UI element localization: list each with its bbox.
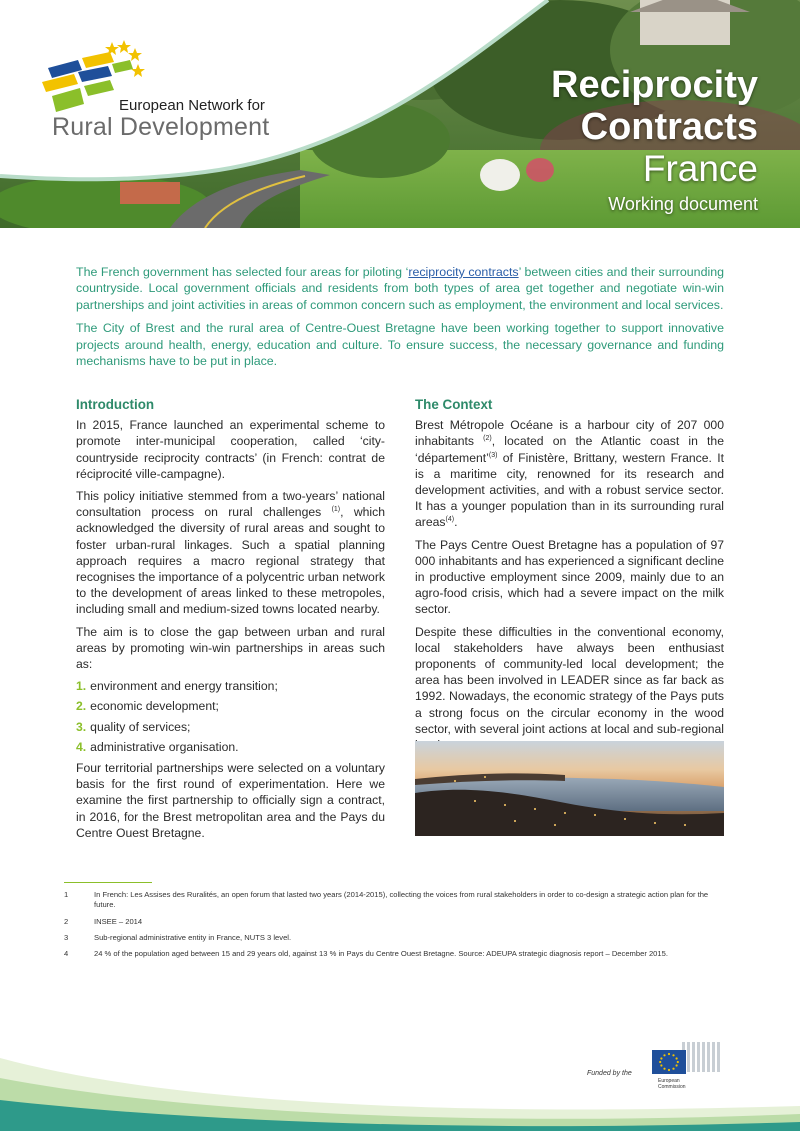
list-item <box>76 739 385 755</box>
footnote-text: 24 % of the population aged between 15 and 29 years old, against 13 % in Pays du Centre Ouest Bretagne. Source: ADEUPA strategic diagnosis report – December 2015. <box>94 949 668 959</box>
list-number: 4. <box>76 739 87 754</box>
introduction-paragraph-1: In 2015, France launched an experimental scheme to promote inter-municipal cooperation, called ‘city-countryside reciprocity contracts’ (in French: contrat de réciprocité ville-campagne). <box>76 418 385 481</box>
european-commission-logo <box>640 1040 724 1094</box>
title-line2: Contracts <box>580 106 758 148</box>
introduction-section <box>76 397 385 847</box>
intro-p1-end: ’ between cities and their surrounding countryside. Local government officials and residents from both types of area get together and negotiate win-win partnerships and joint activities in areas of common concern such as employment, the environment and local services. <box>76 265 724 312</box>
footnote-ref-1[interactable]: (1) <box>331 506 341 514</box>
context-paragraph-1 <box>415 417 724 530</box>
footnote-ref-2[interactable]: (2) <box>483 435 492 443</box>
partnership-areas-list <box>76 678 385 755</box>
context-heading: The Context <box>415 397 493 412</box>
org-name-line2: Rural Development <box>52 113 270 141</box>
context-p1-a: Brest Métropole Océane is a harbour city of 207 000 inhabitants <box>415 418 724 449</box>
footnote-divider <box>64 882 152 883</box>
footnote-item <box>64 890 714 911</box>
introduction-paragraph-3: The aim is to close the gap between urban and rural areas by promoting win-win partnerships in areas such as: <box>76 624 385 672</box>
list-item <box>76 698 385 714</box>
list-number: 2. <box>76 699 87 714</box>
document-title <box>551 64 758 215</box>
context-paragraph-2: The Pays Centre Ouest Bretagne has a population of 97 000 inhabitants and has experienced a significant decline in productive employment since 2009, mainly due to an agro-food crisis, which had a severe impact on the milk sector. <box>415 537 724 617</box>
list-item <box>76 678 385 694</box>
list-text: administrative organisation. <box>90 739 239 754</box>
list-text: quality of services; <box>90 719 191 734</box>
context-paragraph-3: Despite these difficulties in the conventional economy, local stakeholders have always been enthusiast proponents of community-led local development; the area has been involved in LEADER since as far back as 1992. Nowadays, the economic strategy of the Pays puts a strong focus on the circular economy in the wood sector, with several joint actions at local and sub-regional <box>415 624 724 736</box>
introduction-heading: Introduction <box>76 397 155 412</box>
document-subtitle: Working document <box>608 194 758 214</box>
intro-paragraph-1 <box>76 264 724 313</box>
ec-name-line1: European <box>658 1078 680 1084</box>
title-line3: France <box>642 148 758 189</box>
footnote-item <box>64 933 714 943</box>
brest-harbour-photo <box>415 741 724 836</box>
list-item <box>76 719 385 735</box>
ec-name-line2: Commission <box>658 1084 686 1090</box>
list-text: environment and energy transition; <box>90 679 278 694</box>
list-number: 1. <box>76 679 87 694</box>
introduction-p2-end: , which acknowledged the diversity of rural areas and sought to foster urban-rural linkages. Such a spatial planning approach requires a macro regional strategy that recognises the importance of a polycentric urban network to the development of areas linked to these metropoles, including small and medium-sized towns located nearby. <box>76 505 385 617</box>
introduction-paragraph-2 <box>76 488 385 618</box>
footnote-ref-4[interactable]: (4) <box>445 516 455 524</box>
intro-p1-start: The French government has selected four areas for piloting ‘ <box>76 265 409 279</box>
footnote-item <box>64 917 714 927</box>
title-line1: Reciprocity <box>551 64 758 106</box>
footnote-number: 1 <box>64 890 69 899</box>
footnote-number: 4 <box>64 949 69 959</box>
footnote-text: In French: Les Assises des Ruralités, an open forum that lasted two years (2014-2015), collecting the voices from rural stakeholders in order to co-design a strategic action plan for the future. <box>94 890 709 910</box>
context-section <box>415 397 724 759</box>
footnote-item <box>64 949 714 959</box>
context-p1-d: . <box>454 515 458 530</box>
reciprocity-contracts-link[interactable]: reciprocity contracts <box>408 265 519 279</box>
footnote-number: 3 <box>64 932 69 942</box>
footnote-text: Sub-regional administrative entity in France, NUTS 3 level. <box>94 932 292 942</box>
intro-paragraph-2: The City of Brest and the rural area of Centre-Ouest Bretagne have been working together to support innovative projects around health, energy, education and culture. To ensure success, the necessary governance and funding mechanisms have to be put in place. <box>76 321 724 369</box>
footnote-number: 2 <box>64 916 69 926</box>
introduction-p2-start: This policy initiative stemmed from a two-years’ national consultation process on rural challenges <box>76 489 385 520</box>
introduction-paragraph-4: Four territorial partnerships were selected on a voluntary basis for the first round of experimentation. Here we examine the first partnership to officially sign a contract, in 2016, for the Brest metropolitan area and the Pays du Centre Ouest Bretagne. <box>76 761 385 840</box>
list-text: economic development; <box>90 699 219 714</box>
context-p1-c: of Finistère, Brittany, western France. It is a maritime city, renowned for its research and development activities, and with a robust service sector. It has a younger population than in its surrounding rural areas <box>415 450 724 530</box>
org-name-line1: European Network for <box>119 97 265 114</box>
list-number: 3. <box>76 719 87 734</box>
footnotes <box>64 890 714 965</box>
intro-summary <box>76 264 724 376</box>
context-p1-b: , located on the Atlantic coast in the ‘département’ <box>415 434 724 465</box>
funded-by-label: Funded by the <box>587 1070 632 1077</box>
footnote-text: INSEE – 2014 <box>94 916 143 926</box>
footnote-ref-3[interactable]: (3) <box>488 451 498 459</box>
header-banner <box>0 0 800 228</box>
